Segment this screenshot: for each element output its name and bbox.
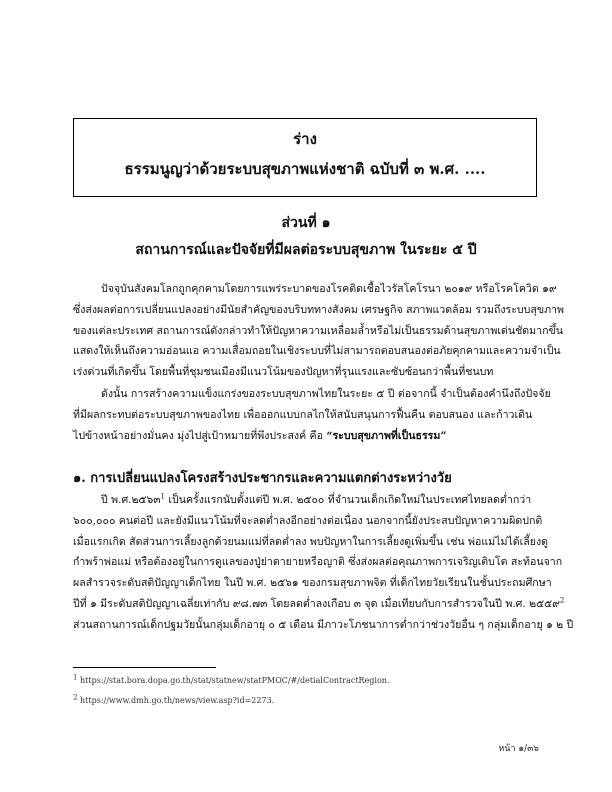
subsection-heading: ๑. การเปลี่ยนแปลงโครงสร้างประชากรและความแตกต่างระหว่างวัย	[73, 471, 452, 486]
paragraph-line: แสดงให้เห็นถึงความอ่อนแอ ความเสื่อมถอยในเชิงระบบที่ไม่สามารถตอบสนองต่อภัยคุกคามและความจำเป็น	[73, 345, 561, 358]
paragraph-demographics	[73, 490, 574, 636]
paragraph-line: ที่มีผลกระทบต่อระบบสุขภาพของไทย เพื่อออกแบบกลไกให้สนับสนุนการฟื้นคืน ตอบสนอง และก้าวเดิน	[73, 408, 533, 421]
section-title-heading: สถานการณ์และปัจจัยที่มีผลต่อระบบสุขภาพ ในระยะ ๕ ปี	[135, 242, 477, 258]
paragraph-line	[73, 490, 537, 511]
footnote-mark: 1	[73, 673, 78, 682]
paragraph-line: ผลสำรวจระดับสติปัญญาเด็กไทย ในปี พ.ศ. ๒๕๖๑ ของกรมสุขภาพจิต ที่เด็กไทยวัยเรียนในชั้นประถมศึกษา	[73, 577, 552, 590]
year-text: ปี พ.ศ.๒๕๖๓	[101, 494, 161, 506]
section-number-heading: ส่วนที่ ๑	[281, 215, 331, 231]
paragraph-line: ๖๐๐,๐๐๐ คนต่อปี และยังมีแนวโน้มที่จะลดต่ำลงอีกอย่างต่อเนื่อง นอกจากนี้ยังประสบปัญหาความผิดปกติ	[73, 514, 543, 527]
paragraph-line: ส่วนสถานการณ์เด็กปฐมวัยนั้นกลุ่มเด็กอายุ ๐ ๕ เดือน มีภาวะโภชนาการต่ำกว่าช่วงวัยอื่น ๆ กลุ่มเด็กอายุ ๑ ๒ ปี	[73, 618, 574, 631]
goal-lead-text: ไปข้างหน้าอย่างมั่นคง มุ่งไปสู่เป้าหมายที่พึงประสงค์ คือ	[73, 429, 327, 442]
footnote-link[interactable]: https://stat.bora.dopa.go.th/stat/statnew/statPMOC/#/detialContractRegion.	[77, 676, 390, 685]
page-number: หน้า ๑/๓๖	[498, 744, 539, 754]
paragraph-line: ซึ่งส่งผลต่อการเปลี่ยนแปลงอย่างมีนัยสำคัญของบริบททางสังคม เศรษฐกิจ สภาพแวดล้อม รวมถึงระบบสุขภาพ	[73, 303, 564, 316]
draft-label: ร่าง	[293, 130, 317, 148]
paragraph-line: เร่งด่วนที่เกิดขึ้น โดยพื้นที่ชุมชนเมืองมีแนวโน้มของปัญหาที่รุนแรงและซับซ้อนกว่าพื้นที่ชนบท	[73, 366, 494, 379]
paragraph-line	[73, 426, 537, 447]
footnote-mark: 2	[73, 693, 78, 702]
title-box	[73, 118, 537, 197]
paragraph-line	[73, 594, 565, 615]
paragraph-goal	[73, 384, 551, 446]
paragraph-line-rest: เป็นครั้งแรกนับตั้งแต่ปี พ.ศ. ๒๕๐๐ ที่จำนวนเด็กเกิดใหม่ในประเทศไทยลดต่ำกว่า	[164, 494, 532, 506]
paragraph-line: ของแต่ละประเทศ สถานการณ์ดังกล่าวทำให้ปัญหาความเหลื่อมล้ำหรือไม่เป็นธรรมด้านสุขภาพเด่นชัดมากขึ้น	[73, 324, 563, 337]
paragraph-line: กำพร้าพ่อแม่ หรือต้องอยู่ในการดูแลของปู่ย่าตายายหรือญาติ ซึ่งส่งผลต่อคุณภาพการเจริญเติบโต สะท้อนจาก	[73, 556, 563, 569]
document-title: ธรรมนูญว่าด้วยระบบสุขภาพแห่งชาติ ฉบับที่ ๓ พ.ศ. ....	[124, 160, 486, 178]
paragraph-line: ดังนั้น การสร้างความแข็งแกร่งของระบบสุขภาพไทยในระยะ ๕ ปี ต่อจากนี้ จำเป็นต้องคำนึงถึงปัจจัย	[101, 388, 551, 400]
paragraph-line-text: ปีที่ ๑ มีระดับสติปัญญาเฉลี่ยเท่ากับ ๙๘.๗๓ โดยลดต่ำลงเกือบ ๓ จุด เมื่อเทียบกับการสำรวจในปี พ.ศ. ๒๕๕๙	[73, 597, 560, 610]
footnote-ref-1[interactable]: 1	[160, 492, 165, 501]
footnote-divider	[73, 667, 216, 668]
footnote-ref-2[interactable]: 2	[559, 596, 565, 605]
paragraph-line: ปัจจุบันสังคมโลกถูกคุกคามโดยการแพร่ระบาดของโรคติดเชื้อไวรัสโคโรนา ๒๐๑๙ หรือโรคโควิด ๑๙	[101, 283, 557, 295]
paragraph-situation	[73, 279, 564, 383]
footnote-link[interactable]: https://www.dmh.go.th/news/view.asp?id=2273.	[77, 696, 275, 705]
goal-emphasis: “ระบบสุขภาพที่เป็นธรรม”	[326, 429, 447, 442]
footnote-1	[73, 673, 390, 685]
footnote-2	[73, 693, 275, 705]
paragraph-line: เมื่อแรกเกิด สัดส่วนการเลี้ยงลูกด้วยนมแม่ที่ลดต่ำลง พบปัญหาในการเลี้ยงดูเพิ่มขึ้น เช่น พ่อแม่ไม่ได้เลี้ยงดู	[73, 535, 549, 548]
